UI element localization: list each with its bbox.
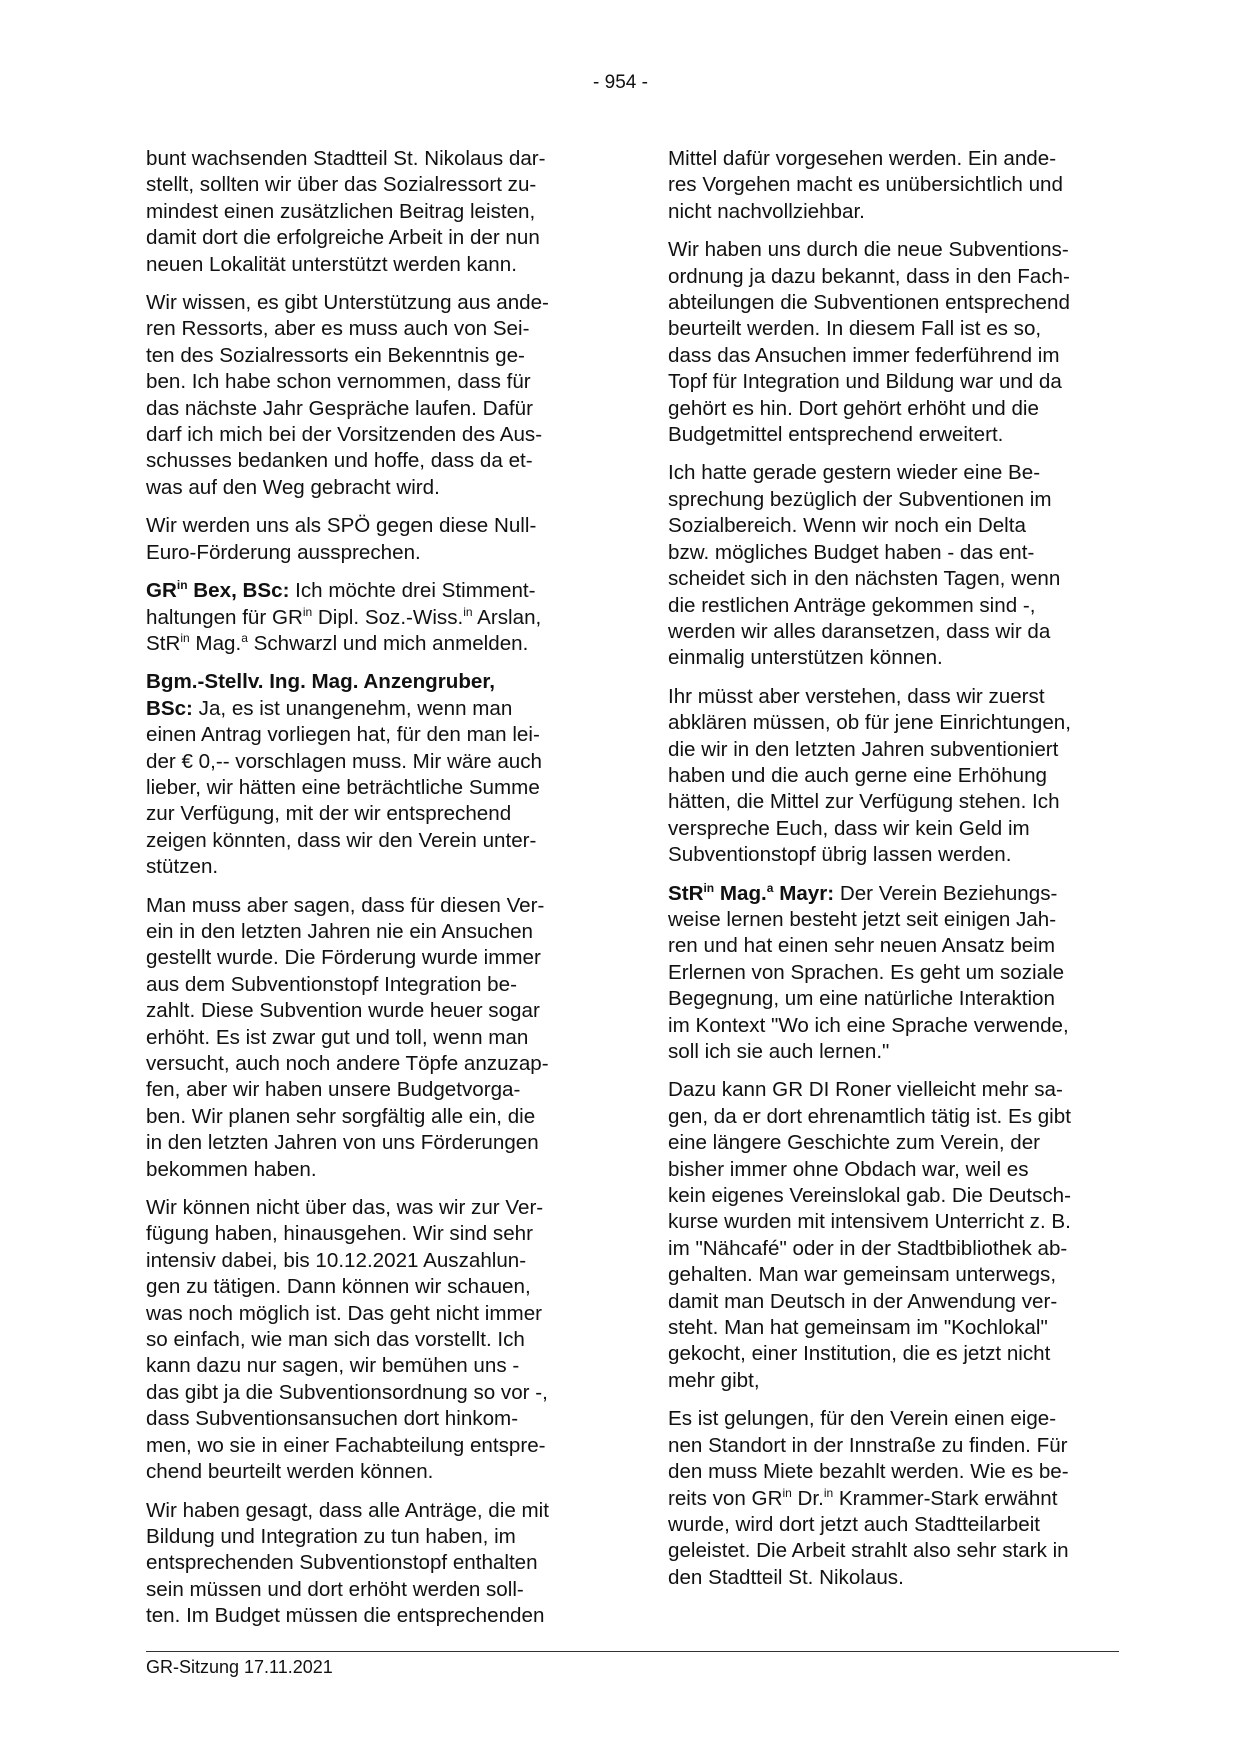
footer-session-label: GR-Sitzung 17.11.2021: [146, 1657, 333, 1677]
speaker-paragraph-bex: $GR^{in}$ Bex, BSc: Ich möchte drei Stimment- haltungen für $GR^{in}$ Dipl. Soz.-Wiss.$^{in}$ Arslan, StR$^{in}$ Mag.$^a$ Schwarzl und mich anmelden.: [146, 578, 542, 655]
paragraph: bunt wachsenden Stadtteil St. Nikolaus dar- stellt, sollten wir über das Sozialressort zu- mindest einen zusätzlichen Beitrag leisten, damit dort die erfolgreiche Arbeit in der nun neuen Lokalität unterstützt werden kann.: [146, 147, 546, 276]
paragraph: Wir können nicht über das, was wir zur Ver- fügung haben, hinausgehen. Wir sind sehr intensiv dabei, bis 10.12.2021 Auszahlun- gen zu tätigen. Dann können wir schauen, was noch möglich ist. Das geht nicht immer so einfach, wie man sich das vorstellt. Ich kann dazu nur sagen, wir bemühen uns - das gibt ja die Subventionsordnung so vor -, dass Subventionsansuchen dort hinkom- men, wo sie in einer Fachabteilung entspre- chend beurteilt werden können.: [146, 1196, 548, 1484]
speaker-paragraph-mayr: [668, 881, 1120, 1066]
speaker-paragraph-anzengruber: [146, 669, 598, 880]
page-number: - 954 -: [593, 72, 648, 93]
paragraph: Dazu kann GR DI Roner vielleicht mehr sa- gen, da er dort ehrenamtlich tätig ist. Es gibt eine längere Geschichte zum Verein, der bisher immer ohne Obdach war, weil es kein eigenes Vereinslokal gab. Die Deutsch- kurse wurden mit intensivem Unterricht z. B. im "Nähcafé" oder in der Stadtbibliothek ab- gehalten. Man war gemeinsam unterwegs, damit man Deutsch in der Anwendung ver- steht. Man hat gemeinsam im "Kochlokal" gekocht, einer Institution, die es jetzt nicht mehr gibt,: [668, 1078, 1071, 1392]
footer-divider: [146, 1651, 1119, 1652]
paragraph: Wir werden uns als SPÖ gegen diese Null- Euro-Förderung aussprechen.: [146, 514, 537, 564]
left-column: [146, 146, 598, 1642]
right-column: [668, 146, 1120, 1603]
paragraph: Wir wissen, es gibt Unterstützung aus ande- ren Ressorts, aber es muss auch von Sei- ten des Sozialressorts ein Bekenntnis ge- ben. Ich habe schon vernommen, dass für das nächste Jahr Gespräche laufen. Dafür darf ich mich bei der Vorsitzenden des Aus- schusses bedanken und hoffe, dass da et- was auf den Weg gebracht wird.: [146, 291, 549, 499]
paragraph: Es ist gelungen, für den Verein einen eige- nen Standort in der Innstraße zu finden. Für den muss Miete bezahlt werden. Wie es be- reits von $GR^{in}$ Dr.$^{in}$ Krammer-Stark erwähnt wurde, wird dort jetzt auch Stadtteilarbeit geleistet. Die Arbeit strahlt also sehr stark in den Stadtteil St. Nikolaus.: [668, 1407, 1069, 1589]
paragraph: Ich hatte gerade gestern wieder eine Be- sprechung bezüglich der Subventionen im Sozialbereich. Wenn wir noch ein Delta bzw. mögliches Budget haben - das ent- scheidet sich in den nächsten Tagen, wenn die restlichen Anträge gekommen sind -, werden wir alles daransetzen, dass wir da einmalig unterstützen können.: [668, 461, 1061, 670]
paragraph-text: Ja, es ist unangenehm, wenn man einen Antrag vorliegen hat, für den man lei- der € 0,-- vorschlagen muss. Mir wäre auch lieber, wir hätten eine beträchtliche Summe zur Verfügung, mit der wir entsprechend zeigen könnten, dass wir den Verein unter- stützen.: [146, 696, 543, 879]
paragraph: Ihr müsst aber verstehen, dass wir zuerst abklären müssen, ob für jene Einrichtungen, die wir in den letzten Jahren subventioniert haben und die auch gerne eine Erhöhung hätten, die Mittel zur Verfügung stehen. Ich verspreche Euch, dass wir kein Geld im Subventionstopf übrig lassen werden.: [668, 684, 1071, 867]
paragraph-text: Der Verein Beziehungs- weise lernen besteht jetzt seit einigen Jah- ren und hat einen sehr neuen Ansatz beim Erlernen von Sprachen. Es geht um soziale Begegnung, um eine natürliche Interaktion im Kontext "Wo ich eine Sprache verwende, soll ich sie auch lernen.": [668, 881, 1069, 1063]
paragraph: Mittel dafür vorgesehen werden. Ein ande- res Vorgehen macht es unübersichtlich und nicht nachvollziehbar.: [668, 147, 1063, 223]
paragraph: Wir haben gesagt, dass alle Anträge, die mit Bildung und Integration zu tun haben, im entsprechenden Subventionstopf enthalten sein müssen und dort erhöht werden soll- ten. Im Budget müssen die entsprechenden: [146, 1498, 549, 1628]
speaker-name: Bgm.-Stellv. Ing. Mag. Anzengruber, BSc:: [146, 670, 495, 720]
speaker-name: StR$^{in}$ Mag.$^a$ Mayr:: [668, 880, 835, 905]
paragraph: Man muss aber sagen, dass für diesen Ver- ein in den letzten Jahren nie ein Ansuchen gestellt wurde. Die Förderung wurde immer aus dem Subventionstopf Integration be- zahlt. Diese Subvention wurde heuer sogar erhöht. Es ist zwar gut und toll, wenn man versucht, auch noch andere Töpfe anzuzap- fen, aber wir haben unsere Budgetvorga- ben. Wir planen sehr sorgfältig alle ein, die in den letzten Jahren von uns Förderungen bekommen haben.: [146, 893, 549, 1181]
speaker-name: $GR^{in}$ Bex, BSc:: [146, 578, 290, 603]
paragraph: Wir haben uns durch die neue Subventions- ordnung ja dazu bekannt, dass in den Fach- abteilungen die Subventionen entsprechend beurteilt werden. In diesem Fall ist es so, dass das Ansuchen immer federführend im Topf für Integration und Bildung war und da gehört es hin. Dort gehört erhöht und die Budgetmittel entsprechend erweitert.: [668, 238, 1070, 447]
